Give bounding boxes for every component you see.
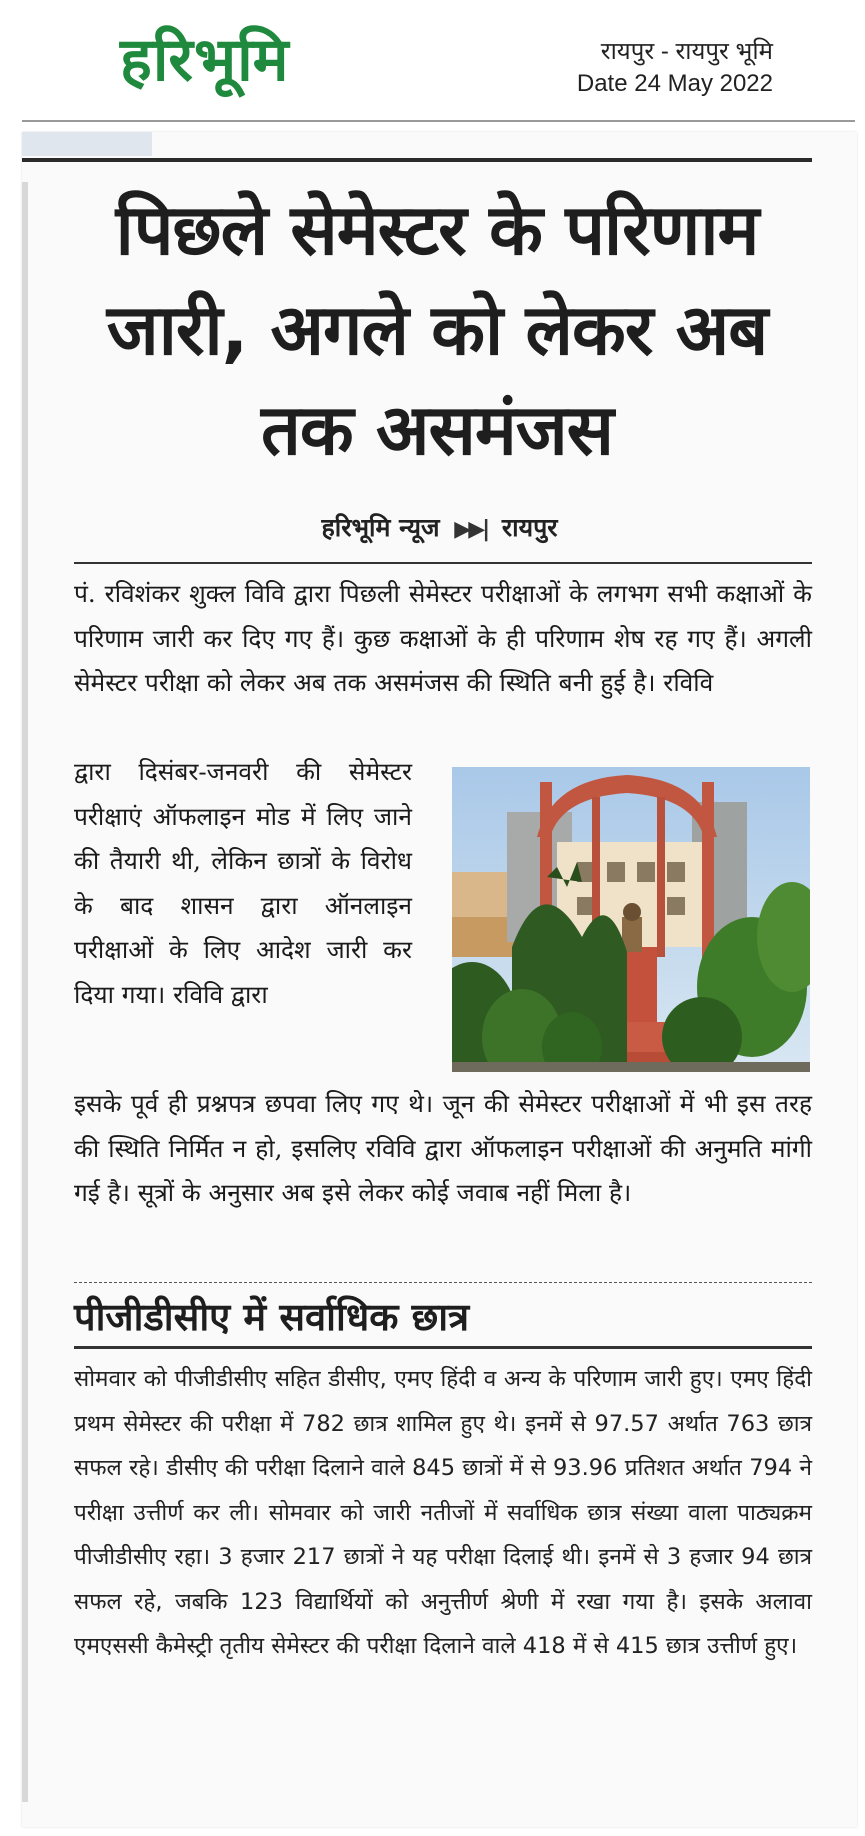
news-clipping (22, 132, 857, 1827)
edition-info (577, 36, 773, 101)
photo-illustration (452, 767, 810, 1072)
article-paragraph-2: द्वारा दिसंबर-जनवरी की सेमेस्टर परीक्षाएं ऑफलाइन मोड में लिए जाने की तैयारी थी, लेकिन छात्रों के विरोध के बाद शासन द्वारा ऑनलाइन परीक्षाओं के लिए आदेश जारी कर दिया गया। रविवि द्वारा (74, 757, 412, 1009)
masthead (0, 0, 865, 120)
subheading-underline (74, 1346, 812, 1349)
article-byline (22, 510, 857, 544)
byline-source: हरिभूमि न्यूज (321, 513, 440, 542)
section-subheading: पीजीडीसीए में सर्वाधिक छात्र (74, 1295, 470, 1339)
byline-divider (74, 562, 812, 564)
byline-city: रायपुर (501, 513, 558, 542)
clipping-tab (22, 132, 152, 156)
article-paragraph-3: इसके पूर्व ही प्रश्नपत्र छपवा लिए गए थे। जून की सेमेस्टर परीक्षाओं में भी इस तरह की स्थिति निर्मित न हो, इसलिए रविवि द्वारा ऑफलाइन परीक्षाओं की अनुमति मांगी गई है। सूत्रों के अनुसार अब इसे लेकर कोई जवाब नहीं मिला है। (74, 1089, 812, 1207)
newspaper-logo: हरिभूमि (120, 25, 290, 95)
masthead-divider (22, 120, 855, 122)
article-headline: पिछले सेमेस्टर के परिणाम जारी, अगले को लेकर अब तक असमंजस (106, 189, 768, 471)
section-dashed-divider (74, 1282, 812, 1283)
clipping-top-rule (22, 158, 812, 162)
edition-date: Date 24 May 2022 (576, 70, 773, 98)
university-building-photo (452, 767, 810, 1072)
byline-arrow-icon: ▶▶| (454, 517, 488, 542)
edition-name: रायपुर - रायपुर भूमि (600, 38, 773, 65)
article-paragraph-1: पं. रविशंकर शुक्ल विवि द्वारा पिछली सेमेस्टर परीक्षाओं के लगभग सभी कक्षाओं के परिणाम जारी कर दिए गए हैं। कुछ कक्षाओं के ही परिणाम शेष रह गए हैं। अगली सेमेस्टर परीक्षा को लेकर अब तक असमंजस की स्थिति बनी हुई है। रविवि (74, 579, 812, 697)
clipping-left-edge (22, 182, 28, 1802)
section-paragraph: सोमवार को पीजीडीसीए सहित डीसीए, एमए हिंदी व अन्य के परिणाम जारी हुए। एमए हिंदी प्रथम सेमेस्टर की परीक्षा में 782 छात्र शामिल हुए थे। इनमें से 97.57 अर्थात 763 छात्र सफल रहे। डीसीए की परीक्षा दिलाने वाले 845 छात्रों में से 93.96 प्रतिशत अर्थात 794 ने परीक्षा उत्तीर्ण कर ली। सोमवार को जारी नतीजों में सर्वाधिक छात्र संख्या वाला पाठ्यक्रम पीजीडीसीए रहा। 3 हजार 217 छात्रों ने यह परीक्षा दिलाई थी। इनमें से 3 हजार 94 छात्र सफल रहे, जबकि 123 विद्यार्थियों को अनुत्तीर्ण श्रेणी में रखा गया है। इसके अलावा एमएससी कैमेस्ट्री तृतीय सेमेस्टर की परीक्षा दिलाने वाले 418 में से 415 छात्र उत्तीर्ण हुए। (74, 1366, 812, 1659)
